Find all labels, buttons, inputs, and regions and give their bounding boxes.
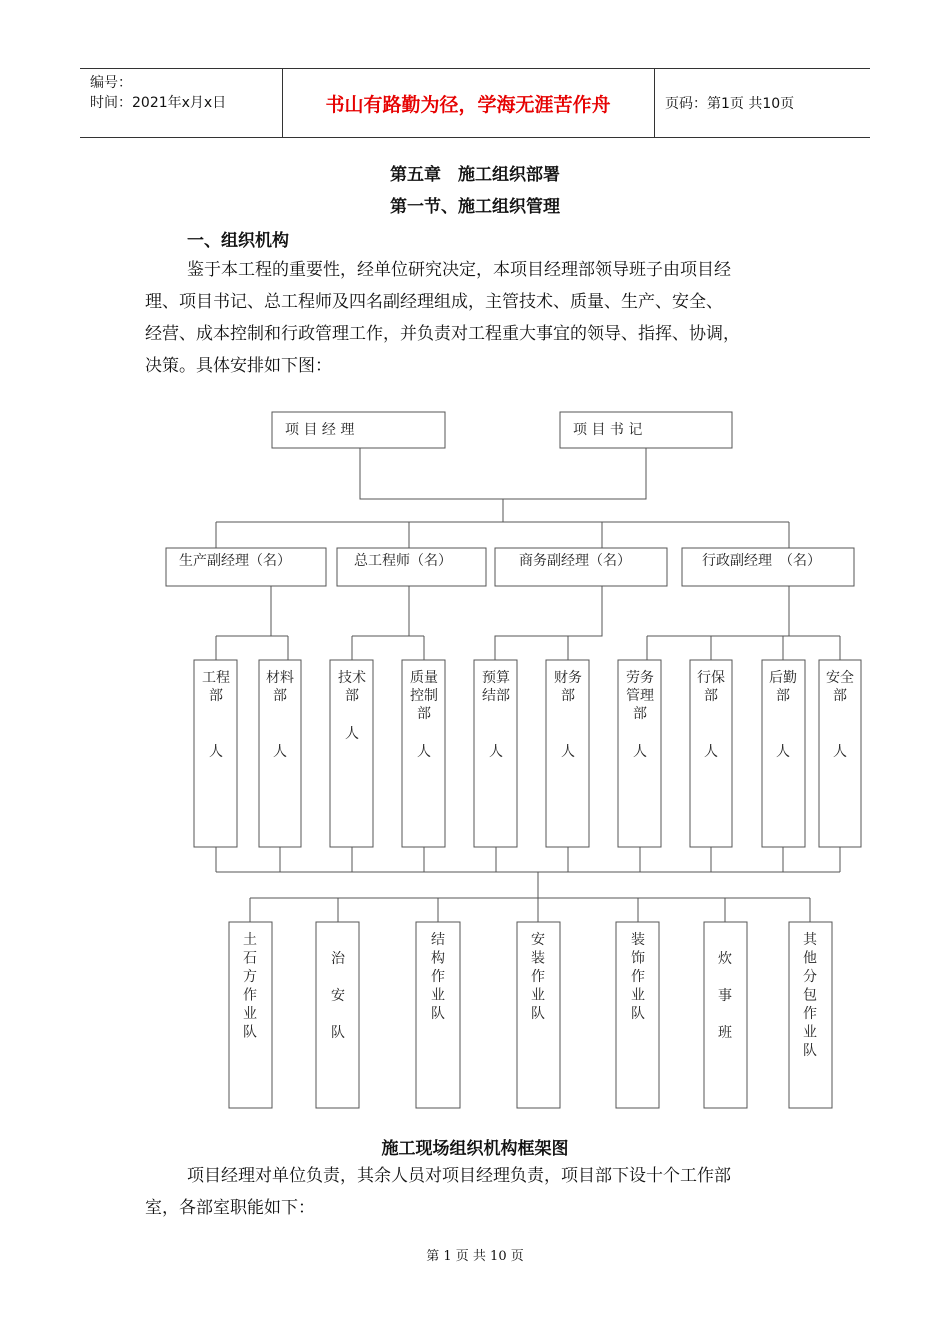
department-name: 部 [561,688,575,704]
team-box [704,922,747,1108]
department-name: 安全 [826,670,854,686]
department-name: 部 [209,688,223,704]
department-name: 部 [633,706,647,722]
deputy-label: 商务副经理（名） [519,553,631,569]
team-char: 作 [803,1006,817,1022]
subsection-title: 一、组织机构 [187,231,289,251]
outro-line: 项目经理对单位负责，其余人员对项目经理负责，项目部下设十个工作部 [187,1166,731,1186]
team-char: 分 [803,969,817,985]
header-time: 时间：2021年x月x日 [90,95,227,111]
team-char: 方 [243,969,257,985]
team-char: 队 [243,1024,257,1041]
department-name: 质量 [410,670,438,686]
connector [352,586,424,660]
team-char: 安 [331,988,345,1004]
deputy-label: 生产副经理（名） [179,553,291,569]
department-staff: 人 [489,744,503,760]
connector [216,847,840,872]
department-staff: 人 [561,744,575,760]
department-name: 财务 [554,670,582,686]
header-motto: 书山有路勤为径，学海无涯苦作舟 [325,93,611,116]
outro-paragraph [145,1160,835,1224]
department-staff: 人 [633,744,647,760]
deputy-label: 行政副经理 （名） [702,553,821,569]
department-staff: 人 [417,744,431,760]
team-char: 治 [331,951,345,967]
team-char: 业 [431,987,445,1004]
team-char: 作 [431,969,445,985]
connector [495,586,602,660]
connector [250,872,810,922]
team-char: 作 [631,969,645,985]
department-name: 控制 [410,688,438,704]
connector [216,448,789,548]
team-char: 装 [531,950,545,967]
team-char: 包 [803,987,817,1004]
team-labels [243,931,818,1059]
department-staff: 人 [704,744,718,760]
department-staff: 人 [209,744,223,760]
team-char: 队 [803,1043,817,1059]
department-staff: 人 [833,744,847,760]
team-char: 他 [803,950,817,967]
deputy-label: 总工程师（名） [354,553,452,569]
team-char: 业 [631,987,645,1004]
department-name: 技术 [338,670,366,686]
department-name: 部 [833,688,847,704]
department-staff: 人 [273,744,287,760]
top-label: 项 目 经 理 [285,422,355,438]
chart-caption: 施工现场组织机构框架图 [381,1139,569,1159]
department-name: 预算 [482,670,510,686]
department-name: 部 [417,706,431,722]
header-number: 编号： [90,75,132,91]
team-char: 作 [243,987,257,1004]
section-title: 第一节、施工组织管理 [390,197,560,217]
team-char: 其 [803,932,817,948]
department-name: 材料 [266,670,294,686]
team-char: 饰 [631,950,645,967]
team-char: 业 [531,987,545,1004]
team-char: 班 [718,1025,732,1041]
department-name: 部 [704,688,718,704]
department-name: 管理 [626,688,654,704]
page-footer: 第 1 页 共 10 页 [426,1249,524,1264]
header-page-info: 页码：第1页 共10页 [665,96,795,112]
top-label: 项 目 书 记 [573,422,643,438]
team-char: 队 [431,1006,445,1022]
connector [647,586,840,660]
department-name: 行保 [697,670,725,686]
department-name: 部 [273,688,287,704]
team-char: 土 [243,932,257,948]
team-char: 队 [631,1006,645,1022]
department-name: 工程 [202,670,230,686]
team-box [316,922,359,1108]
team-char: 安 [531,932,545,948]
department-name: 结部 [482,688,510,704]
team-char: 构 [431,950,445,967]
department-name: 部 [345,688,359,704]
team-char: 装 [631,932,645,948]
department-name: 后勤 [769,670,797,686]
department-staff: 人 [776,744,790,760]
outro-line: 室，各部室职能如下： [145,1198,315,1218]
department-labels [202,669,854,760]
team-char: 事 [718,988,732,1004]
chapter-title: 第五章 施工组织部署 [390,165,560,185]
intro-line: 经营、成本控制和行政管理工作，并负责对工程重大事宜的领导、指挥、协调， [145,324,740,344]
team-char: 业 [803,1024,817,1041]
team-char: 业 [243,1006,257,1022]
team-char: 作 [531,969,545,985]
department-name: 劳务 [626,670,654,686]
intro-line: 理、项目书记、总工程师及四名副经理组成，主管技术、质量、生产、安全、 [145,292,723,312]
connector [216,586,288,660]
team-char: 炊 [718,951,732,967]
team-char: 结 [431,932,445,948]
department-name: 部 [776,688,790,704]
intro-line: 鉴于本工程的重要性，经单位研究决定，本项目经理部领导班子由项目经 [187,260,731,280]
team-char: 队 [531,1006,545,1022]
department-staff: 人 [345,726,359,742]
intro-line: 决策。具体安排如下图： [145,356,332,376]
team-char: 队 [331,1025,345,1041]
team-char: 石 [243,950,257,967]
